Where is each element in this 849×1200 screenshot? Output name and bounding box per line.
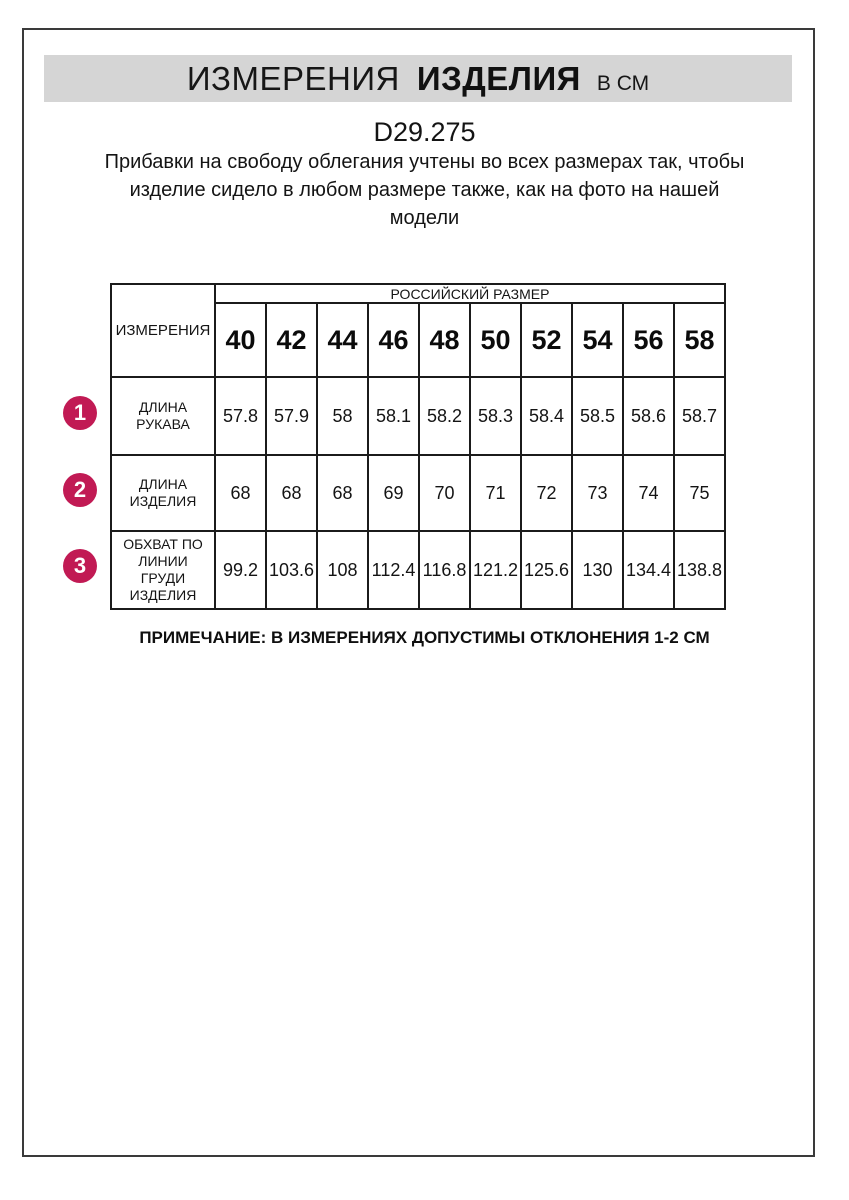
value-cell: 134.4 xyxy=(623,531,674,609)
description-line: изделие сидело в любом размере также, как на фото на нашей xyxy=(129,179,720,201)
row-label-cell xyxy=(111,377,215,455)
table-row-garment-length xyxy=(111,455,725,531)
value-cell: 58.5 xyxy=(572,377,623,455)
table-row-sleeve-length xyxy=(111,377,725,455)
row-label-line: ДЛИНА xyxy=(138,399,188,415)
description-line: модели xyxy=(389,207,460,229)
value-cell: 69 xyxy=(368,455,419,531)
table-row-group-header xyxy=(111,284,725,303)
fit-description xyxy=(0,148,849,232)
size-header-cell: 42 xyxy=(266,303,317,377)
russian-size-header-cell: РОССИЙСКИЙ РАЗМЕР xyxy=(215,284,725,303)
row-label-cell xyxy=(111,455,215,531)
title-bar xyxy=(44,55,792,102)
value-cell: 70 xyxy=(419,455,470,531)
value-cell: 73 xyxy=(572,455,623,531)
row-label-line: ДЛИНА xyxy=(138,476,188,492)
size-header-cell: 44 xyxy=(317,303,368,377)
row-number-badge-1: 1 xyxy=(63,396,97,430)
size-header-cell: 46 xyxy=(368,303,419,377)
value-cell: 71 xyxy=(470,455,521,531)
value-cell: 125.6 xyxy=(521,531,572,609)
value-cell: 74 xyxy=(623,455,674,531)
row-label-line: РУКАВА xyxy=(136,416,190,432)
description-line: Прибавки на свободу облегания учтены во всех размерах так, чтобы xyxy=(104,151,745,173)
size-header-cell: 40 xyxy=(215,303,266,377)
value-cell: 68 xyxy=(215,455,266,531)
row-label-line: ОБХВАТ ПО xyxy=(123,536,203,552)
value-cell: 112.4 xyxy=(368,531,419,609)
value-cell: 138.8 xyxy=(674,531,725,609)
value-cell: 57.9 xyxy=(266,377,317,455)
row-label-line: ИЗДЕЛИЯ xyxy=(129,493,197,509)
size-header-cell: 54 xyxy=(572,303,623,377)
row-number-badge-2: 2 xyxy=(63,473,97,507)
size-header-cell: 52 xyxy=(521,303,572,377)
tolerance-note: ПРИМЕЧАНИЕ: В ИЗМЕРЕНИЯХ ДОПУСТИМЫ ОТКЛОНЕНИЯ 1-2 СМ xyxy=(139,628,710,647)
title-word-measurements: ИЗМЕРЕНИЯ xyxy=(186,60,400,97)
row-label-line: ГРУДИ xyxy=(140,570,186,586)
value-cell: 58.1 xyxy=(368,377,419,455)
value-cell: 58 xyxy=(317,377,368,455)
size-header-cell: 58 xyxy=(674,303,725,377)
size-header-cell: 56 xyxy=(623,303,674,377)
value-cell: 58.2 xyxy=(419,377,470,455)
size-table xyxy=(110,283,726,610)
value-cell: 57.8 xyxy=(215,377,266,455)
row-label-cell xyxy=(111,531,215,609)
value-cell: 72 xyxy=(521,455,572,531)
value-cell: 68 xyxy=(317,455,368,531)
value-cell: 75 xyxy=(674,455,725,531)
value-cell: 58.4 xyxy=(521,377,572,455)
value-cell: 58.7 xyxy=(674,377,725,455)
row-number-badge-3: 3 xyxy=(63,549,97,583)
value-cell: 68 xyxy=(266,455,317,531)
value-cell: 116.8 xyxy=(419,531,470,609)
value-cell: 103.6 xyxy=(266,531,317,609)
size-header-cell: 50 xyxy=(470,303,521,377)
table-row-chest-girth xyxy=(111,531,725,609)
row-label-line: ЛИНИИ xyxy=(138,553,188,569)
value-cell: 130 xyxy=(572,531,623,609)
product-code: D29.275 xyxy=(373,117,476,147)
value-cell: 121.2 xyxy=(470,531,521,609)
title-unit-cm: В СМ xyxy=(596,72,650,95)
value-cell: 58.6 xyxy=(623,377,674,455)
value-cell: 99.2 xyxy=(215,531,266,609)
size-header-cell: 48 xyxy=(419,303,470,377)
measurements-header-cell: ИЗМЕРЕНИЯ xyxy=(111,284,215,377)
value-cell: 108 xyxy=(317,531,368,609)
title-word-garment: ИЗДЕЛИЯ xyxy=(416,60,581,97)
row-label-line: ИЗДЕЛИЯ xyxy=(129,587,197,603)
value-cell: 58.3 xyxy=(470,377,521,455)
